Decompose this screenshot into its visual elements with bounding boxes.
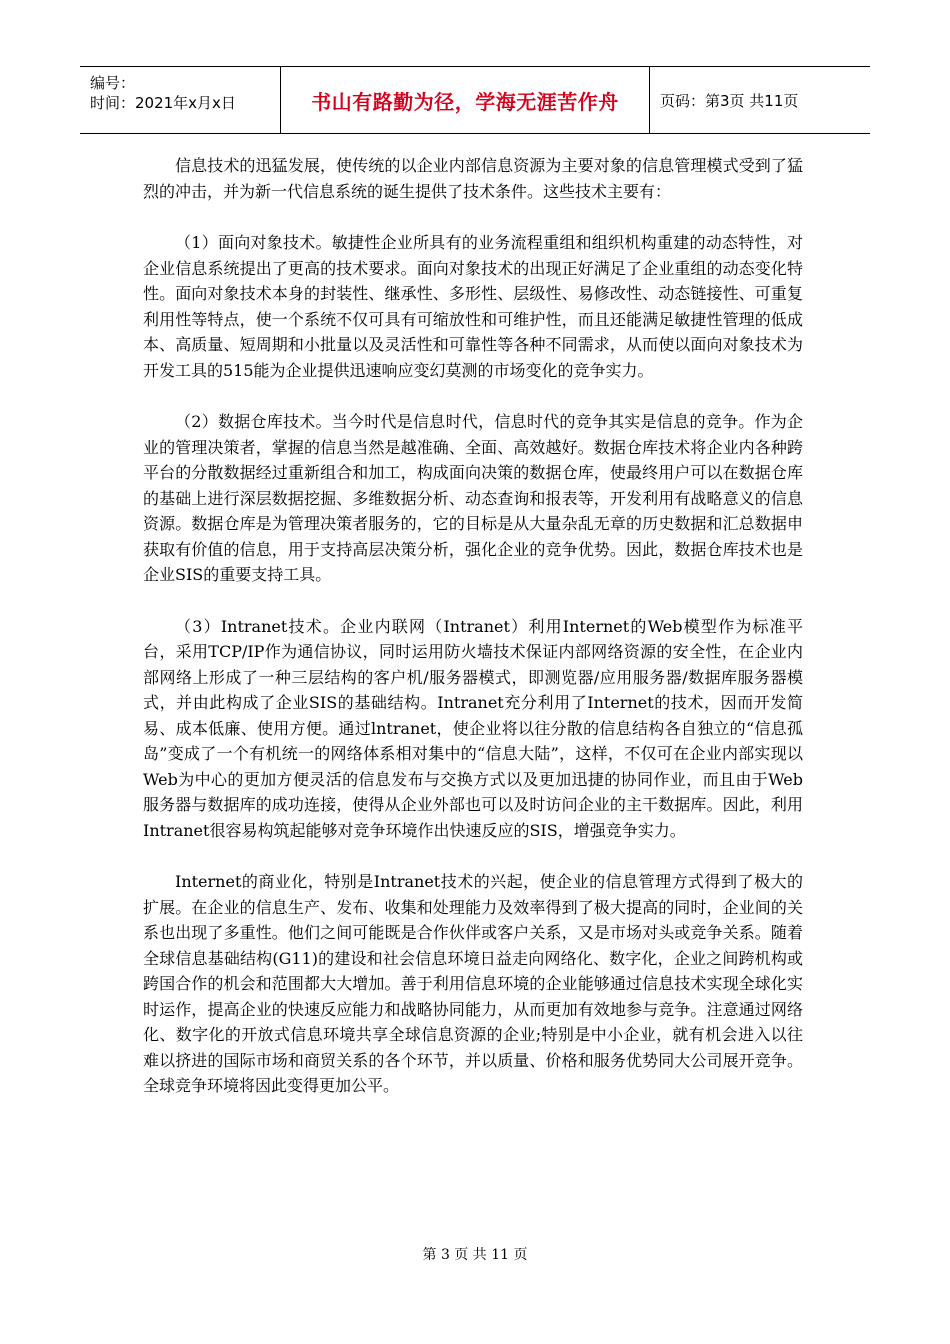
document-number-label: 编号： — [90, 74, 136, 92]
header-meta — [80, 67, 280, 133]
header-page-info: 页码：第3页 共11页 — [660, 91, 799, 110]
header-motto: 书山有路勤为径，学海无涯苦作舟 — [280, 67, 650, 133]
paragraph-intranet: （3）Intranet技术。企业内联网（Intranet）利用Internet的Web模型作为标准平台，采用TCP/IP作为通信协议，同时运用防火墙技术保证内部网络资源的安全性，在企业内部网络上形成了一种三层结构的客户机/服务器模式，即测览器/应用服务器/数据库服务器模式，并由此构成了企业SIS的基础结构。Intranet充分利用了Internet的技术，因而开发简易、成本低廉、使用方便。通过lntranet，使企业将以往分散的信息结构各自独立的“信息孤岛”变成了一个有机统一的网络体系相对集中的“信息大陆”，这样，不仅可在企业内部实现以Web为中心的更加方便灵活的信息发布与交换方式以及更加迅捷的协同作业，而且由于Web服务器与数据库的成功连接，使得从企业外部也可以及时访问企业的主干数据库。因此，利用Intranet很容易构筑起能够对竞争环境作出快速反应的SIS，增强竞争实力。 — [143, 616, 803, 840]
paragraph-data-warehouse: （2）数据仓库技术。当今时代是信息时代，信息时代的竞争其实是信息的竞争。作为企业的管理决策者，掌握的信息当然是越准确、全面、高效越好。数据仓库技术将企业内各种跨平台的分散数据经过重新组合和加工，构成面向决策的数据仓库，使最终用户可以在数据仓库的基础上进行深层数据挖掘、多维数据分析、动态查询和报表等，开发利用有战略意义的信息资源。数据仓库是为管理决策者服务的，它的目标是从大量杂乱无章的历史数据和汇总数据申获取有价值的信息，用于支持高层决策分析，强化企业的竞争优势。因此，数据仓库技术也是企业SIS的重要支持工具。 — [143, 412, 803, 584]
paragraph-internet-commercialization: Internet的商业化，特别是Intranet技术的兴起，使企业的信息管理方式得到了极大的扩展。在企业的信息生产、发布、收集和处理能力及效率得到了极大提高的同时，企业间的关系也出现了多重性。他们之间可能既是合作伙伴或客户关系，又是市场对头或竞争关系。随着全球信息基础结构(G11)的建设和社会信息环境日益走向网络化、数字化，企业之间跨机构或跨国合作的机会和范围都大大增加。善于利用信息环境的企业能够通过信息技术实现全球化实时运作，提高企业的快速反应能力和战略协同能力，从而更加有效地参与竞争。注意通过网络化、数字化的开放式信息环境共享全球信息资源的企业;特别是中小企业，就有机会进入以往难以挤进的国际市场和商贸关系的各个环节，并以质量、价格和服务优势同大公司展开竞争。全球竞争环境将因此变得更加公平。 — [143, 872, 803, 1095]
paragraph-intro: 信息技术的迅猛发展，使传统的以企业内部信息资源为主要对象的信息管理模式受到了猛烈的冲击，并为新一代信息系统的诞生提供了技术条件。这些技术主要有： — [143, 156, 803, 201]
document-body — [143, 153, 803, 1125]
document-date: 时间：2021年x月x日 — [90, 94, 236, 112]
page-footer: 第 3 页 共 11 页 — [422, 1247, 528, 1263]
page-header — [80, 66, 870, 134]
paragraph-object-oriented: （1）面向对象技术。敏捷性企业所具有的业务流程重组和组织机构重建的动态特性，对企业信息系统提出了更高的技术要求。面向对象技术的出现正好满足了企业重组的动态变化特性。面向对象技术本身的封装性、继承性、多形性、层级性、易修改性、动态链接性、可重复利用性等特点，使一个系统不仅可具有可缩放性和可维护性，而且还能满足敏捷性管理的低成本、高质量、短周期和小批量以及灵活性和可靠性等各种不同需求，从而使以面向对象技术为开发工具的515能为企业提供迅速响应变幻莫测的市场变化的竞争实力。 — [143, 233, 803, 380]
